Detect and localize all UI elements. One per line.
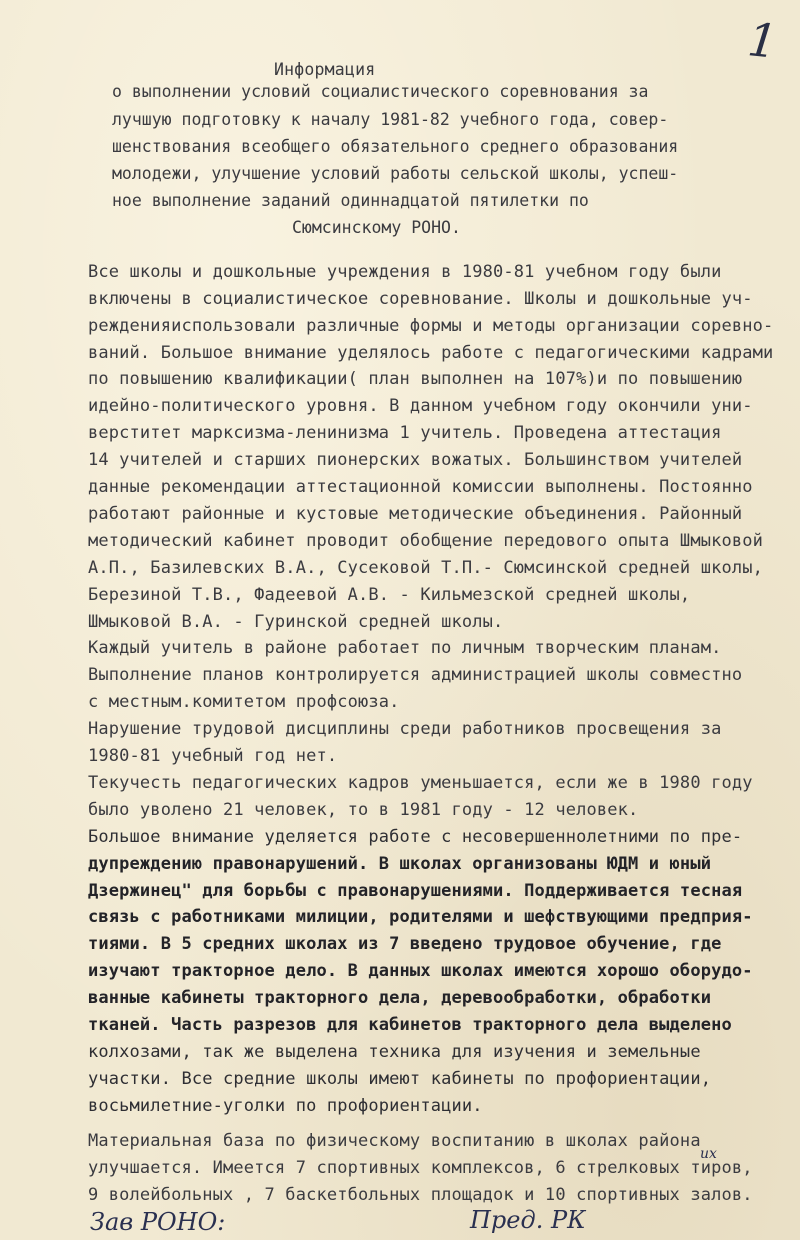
- body-line: тканей. Часть разрезов для кабинетов тракторного дела выделено: [88, 1015, 732, 1035]
- subtitle-line: шенствования всеобщего обязательного среднего образования: [112, 137, 679, 156]
- body-line: Каждый учитель в районе работает по личным творческим планам.: [88, 638, 722, 658]
- body-line: Нарушение трудовой дисциплины среди работников просвещения за: [88, 719, 722, 739]
- body-line: данные рекомендации аттестационной комиссии выполнены. Постоянно: [88, 477, 753, 497]
- body-line: режденияиспользовали различные формы и методы организации соревно-: [88, 316, 774, 336]
- body-line: по повышению квалификации( план выполнен на 107%)и по повышению: [88, 369, 743, 389]
- body-line: 1980-81 учебный год нет.: [88, 746, 338, 766]
- handwritten-page-number: 1: [745, 12, 779, 69]
- body-line: изучают тракторное дело. В данных школах имеются хорошо оборудо-: [88, 961, 753, 981]
- subtitle-line: о выполнении условий социалистического соревнования за: [112, 82, 649, 101]
- subtitle-line: лучшую подготовку к началу 1981-82 учебного года, совер-: [112, 110, 669, 129]
- body-line: Дзержинец" для борьбы с правонарушениями. Поддерживается тесная: [88, 881, 743, 901]
- subtitle-line: Сюмсинскому РОНО.: [292, 218, 461, 237]
- handwritten-correction: их: [700, 1146, 717, 1162]
- body-line: было уволено 21 человек, то в 1981 году - 12 человек.: [88, 800, 639, 820]
- body-line: идейно-политического уровня. В данном учебном году окончили уни-: [88, 396, 753, 416]
- body-line: 14 учителей и старших пионерских вожатых. Большинством учителей: [88, 450, 743, 470]
- body-line: верститет марксизма-ленинизма 1 учитель. Проведена аттестация: [88, 423, 722, 443]
- body-line: тиями. В 5 средних школах из 7 введено трудовое обучение, где: [88, 934, 722, 954]
- body-line: участки. Все средние школы имеют кабинеты по профориентации,: [88, 1069, 712, 1089]
- body-line: колхозами, так же выделена техника для изучения и земельные: [88, 1042, 701, 1062]
- body-line: дупреждению правонарушений. В школах организованы ЮДМ и юный: [88, 854, 712, 874]
- body-line: А.П., Базилевских В.А., Сусековой Т.П.- Сюмсинской средней школы,: [88, 558, 764, 578]
- body-line: Выполнение планов контролируется администрацией школы совместно: [88, 665, 743, 685]
- body-line: Шмыковой В.А. - Гуринской средней школы.: [88, 612, 504, 632]
- body-line: Все школы и дошкольные учреждения в 1980-81 учебном году были: [88, 262, 722, 282]
- body-line: Текучесть педагогических кадров уменьшается, если же в 1980 году: [88, 773, 753, 793]
- body-line: Материальная база по физическому воспитанию в школах района: [88, 1131, 701, 1151]
- body-line: улучшается. Имеется 7 спортивных комплексов, 6 стрелковых тиров,: [88, 1158, 753, 1178]
- body-line: связь с работниками милиции, родителями и шефствующими предприя-: [88, 907, 753, 927]
- body-line: работают районные и кустовые методические объединения. Районный: [88, 504, 743, 524]
- signature-left: Зав РОНО:: [90, 1208, 226, 1236]
- body-line: с местным.комитетом профсоюза.: [88, 692, 400, 712]
- subtitle-line: ное выполнение заданий одиннадцатой пятилетки по: [112, 191, 589, 210]
- subtitle-line: молодежи, улучшение условий работы сельской школы, успеш-: [112, 164, 679, 183]
- body-line: ваний. Большое внимание уделялось работе с педагогическими кадрами: [88, 343, 774, 363]
- body-line: ванные кабинеты тракторного дела, деревообработки, обработки: [88, 988, 712, 1008]
- body-line: восьмилетние-уголки по профориентации.: [88, 1096, 483, 1116]
- document-title: Информация: [274, 60, 376, 79]
- body-line: Березиной Т.В., Фадеевой А.В. - Кильмезской средней школы,: [88, 585, 691, 605]
- body-line: методический кабинет проводит обобщение передового опыта Шмыковой: [88, 531, 764, 551]
- body-line: 9 волейбольных , 7 баскетбольных площадок и 10 спортивных залов.: [88, 1185, 753, 1205]
- body-line: включены в социалистическое соревнование. Школы и дошкольные уч-: [88, 289, 753, 309]
- body-line: Большое внимание уделяется работе с несовершеннолетними по пре-: [88, 827, 743, 847]
- signature-right: Пред. РК: [470, 1206, 586, 1234]
